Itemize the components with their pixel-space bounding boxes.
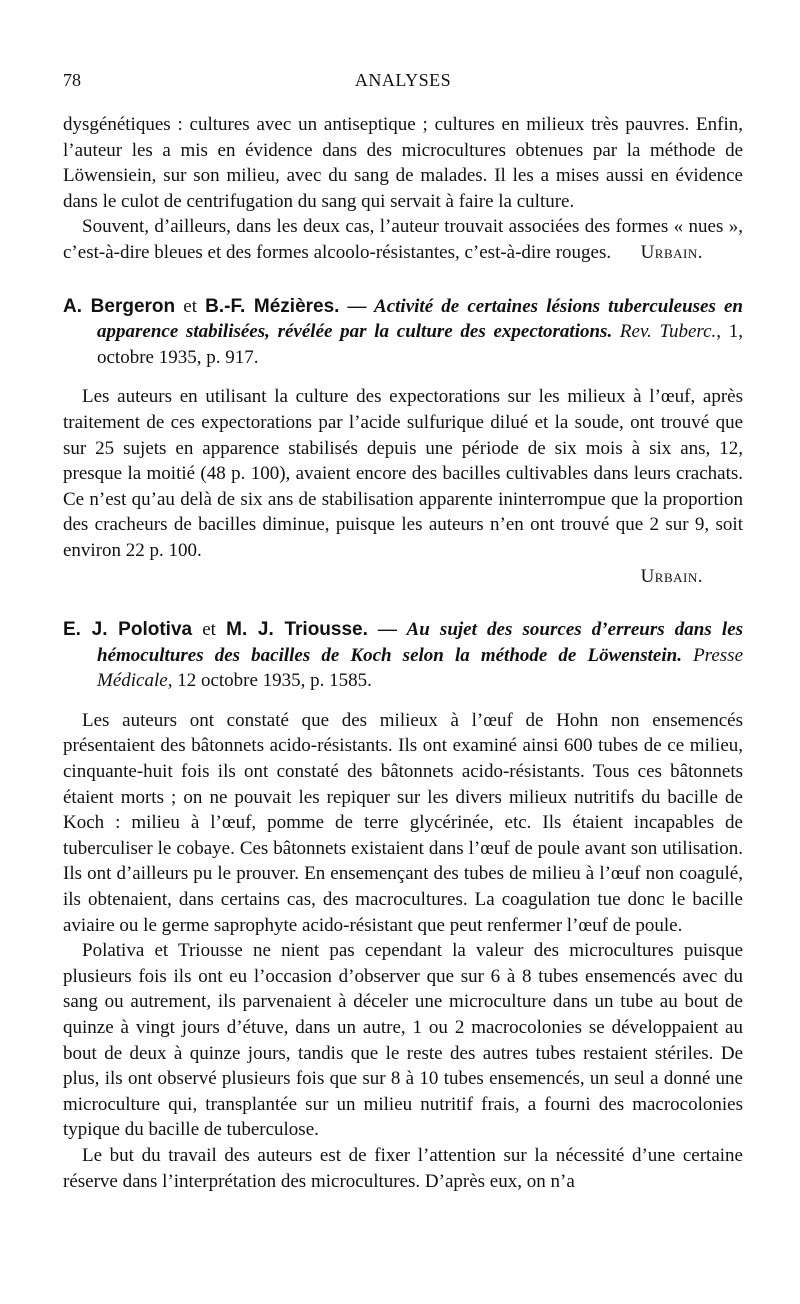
article-title: — Activité de certaines lésions tuberculeuses en apparence stabilisées, révélée par la culture des expectorations. (97, 295, 743, 343)
paragraph: Polativa et Triousse ne nient pas cependant la valeur des microcultures puisque plusieurs fois ils ont eu l’occasion d’observer que sur 6 à 8 tubes ensemencés avec du sang ou autrement, ils parvenaient à déceler une microculture dans un tube au bout de quinze à vingt jours d’étuve, dans un autre, 1 ou 2 macrocolonies se développaient au bout de deux à quinze jours, tandis que le reste des autres tubes restaient stériles. De plus, ils ont observé plusieurs fois que sur 8 à 10 tubes ensemencés, un seul a donné une microculture qui, transplantée sur un milieu nutritif frais, a fourni des macrocolonies typique du bacille de tuberculose. (63, 940, 743, 1141)
author-name: E. J. Polotiva (63, 619, 193, 641)
page-header (63, 68, 743, 94)
reviewer-signature: Urbain. (640, 241, 703, 263)
running-title: ANALYSES (354, 70, 452, 90)
paragraph: Les auteurs en utilisant la culture des expectorations sur les milieux à l’œuf, après traitement de ces expectorations par l’acide sulfurique dilué et la soude, ont trouvé que sur 25 sujets en apparence stabilisés depuis une période de six mois à six ans, 12, presque la moitié (48 p. 100), avaient encore des bacilles cultivables dans leurs crachats. Ce n’est qu’au delà de six ans de stabilisation apparente ininterrompue que la proportion des cracheurs de bacilles diminue, puisque les auteurs n’en ont trouvé que 2 sur 9, soit environ 22 p. 100. (63, 386, 743, 561)
conjunction: et (183, 295, 197, 317)
page-number: 78 (63, 70, 81, 90)
journal-name: Rev. Tuberc. (619, 321, 717, 343)
journal-details: , 1, octobre 1935, p. 917. (97, 321, 743, 368)
conjunction: et (202, 619, 216, 641)
page-body (63, 112, 743, 1194)
paragraph: Souvent, d’ailleurs, dans les deux cas, l’auteur trouvait associées des formes « nues », c’est-à-dire bleues et des formes alcoolo-résistantes, c’est-à-dire rouges. (63, 216, 743, 263)
journal-details: , 12 octobre 1935, p. 1585. (167, 670, 372, 692)
review-reference-bergeron (63, 294, 743, 371)
continued-paragraph: dysgénétiques : cultures avec un antiseptique ; cultures en milieux très pauvres. Enfin, l’auteur les a mis en évidence dans des microcultures obtenues par la méthode de Löwensiein, sur son milieu, avec du sang de malades. Il les a mises aussi en évidence dans le culot de centrifugation du sang qui servait à faire la culture. (63, 114, 743, 212)
author-name: M. J. Triousse. (226, 619, 368, 641)
review-reference-polotiva (63, 617, 743, 694)
paragraph: Le but du travail des auteurs est de fixer l’attention sur la nécessité d’une certaine réserve dans l’interprétation des microcultures. D’après eux, on n’a (63, 1144, 743, 1192)
reviewer-signature: Urbain. (640, 565, 703, 587)
paragraph: Les auteurs ont constaté que des milieux à l’œuf de Hohn non ensemencés présentaient des bâtonnets acido-résistants. Ils ont examiné ainsi 600 tubes de ce milieu, cinquante-huit fois ils ont constaté des bâtonnets acido-résistants. Tous ces bâtonnets étaient morts ; on ne pouvait les repiquer sur les divers milieux nutritifs du bacille de Koch : milieu à l’œuf, pomme de terre glycérinée, etc. Ils étaient incapables de tuberculiser le cobaye. Ces bâtonnets existaient dans l’œuf de poule avant son utilisation. Ils ont d’ailleurs pu le prouver. En ensemençant des tubes de milieu à l’œuf non coagulé, ils obtenaient, dans certains cas, des macrocultures. La coagulation tue donc le bacille aviaire ou le germe saprophyte acido-résistant que peut renfermer l’œuf de poule. (63, 709, 743, 936)
author-name: A. Bergeron (63, 295, 176, 317)
article-title: — Au sujet des sources d’erreurs dans les hémocultures des bacilles de Koch selon la méthode de Löwenstein. (97, 619, 744, 666)
journal-name: Presse Médicale (97, 644, 744, 692)
author-name: B.-F. Mézières. (205, 295, 340, 317)
